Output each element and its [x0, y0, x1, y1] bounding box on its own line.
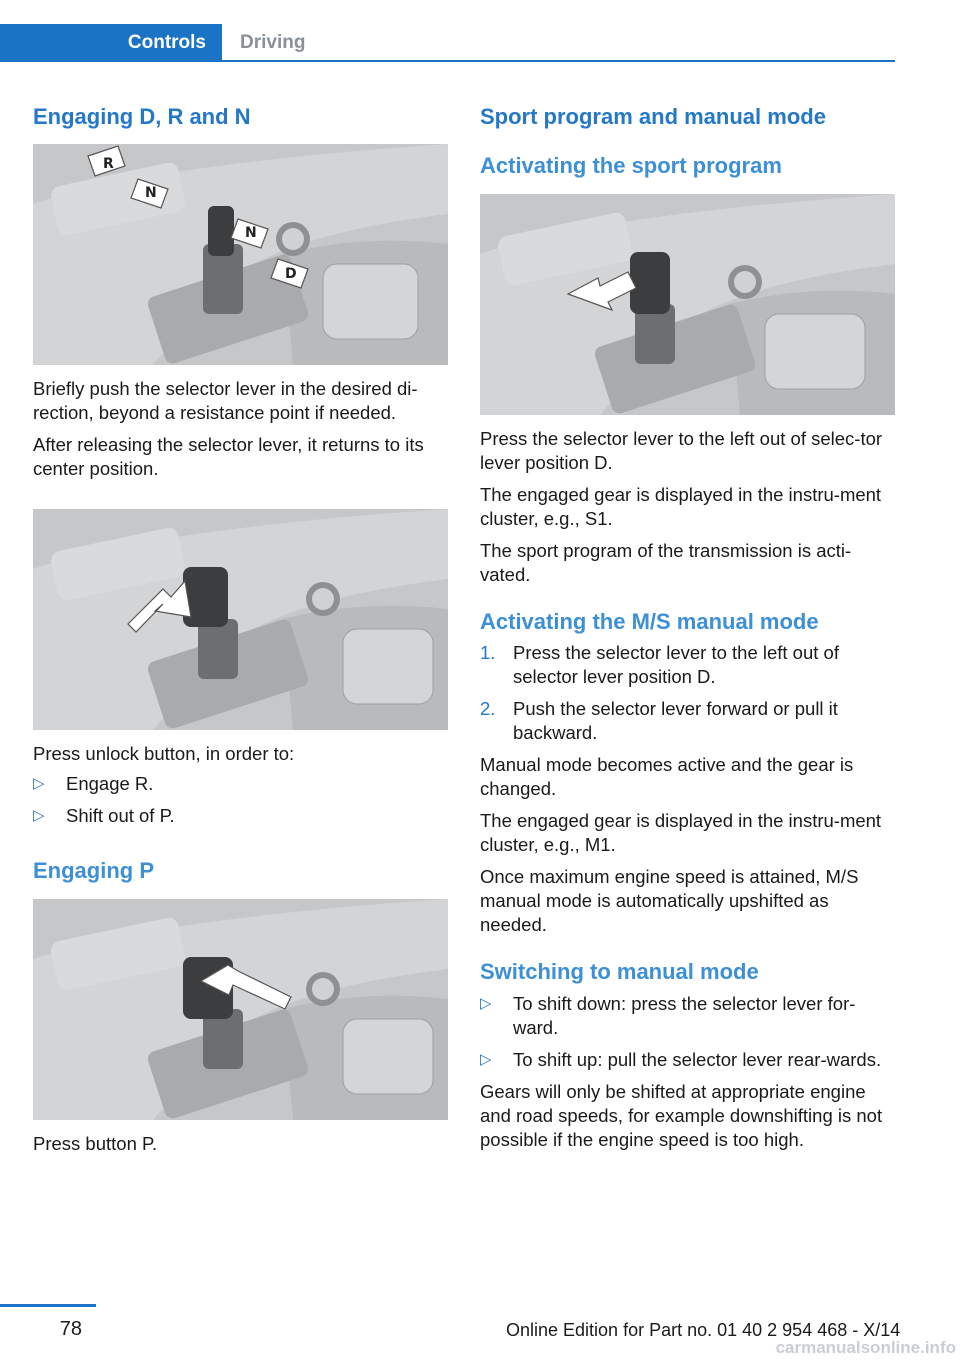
- console-illustration: [33, 509, 448, 730]
- list-item: 1. Press the selector lever to the left out of selector lever position D.: [480, 642, 839, 688]
- tab-driving[interactable]: Driving: [240, 32, 306, 53]
- para-max-engine-speed: Once maximum engine speed is attained, M/S manual mode is automatically upshifted as needed.: [480, 866, 859, 936]
- heading-engaging-d-r-n: Engaging D, R and N: [33, 104, 251, 129]
- para-sport-activated: The sport program of the transmission is acti-vated.: [480, 539, 852, 585]
- triangle-bullet-icon: ▷: [33, 807, 45, 825]
- step-number: 2.: [480, 698, 496, 720]
- list-item: ▷ Engage R.: [33, 773, 154, 795]
- gear-label-r: R: [103, 156, 114, 173]
- console-illustration: [33, 899, 448, 1120]
- figure-sport-program: [480, 194, 895, 415]
- watermark: carmanualsonline.info: [775, 1338, 956, 1357]
- ms-steps-list: [480, 641, 895, 745]
- console-illustration: [33, 144, 448, 365]
- triangle-bullet-icon: ▷: [480, 994, 492, 1012]
- right-column: [480, 100, 895, 1152]
- para-press-button-p: Press button P.: [33, 1132, 158, 1154]
- shift-list: [480, 992, 895, 1072]
- para-push-lever: Briefly push the selector lever in the desired di-rection, beyond a resistance point if needed.: [33, 378, 418, 424]
- para-gears-shifted: Gears will only be shifted at appropriate engine and road speeds, for example downshifting is not possible if the engine speed is too high.: [480, 1080, 883, 1150]
- para-press-unlock: Press unlock button, in order to:: [33, 743, 295, 765]
- header-rule: [222, 60, 895, 62]
- para-gear-s1: The engaged gear is displayed in the instru-ment cluster, e.g., S1.: [480, 483, 882, 529]
- gear-label-n2: N: [245, 225, 257, 242]
- footer-rule: [0, 1304, 96, 1307]
- para-gear-m1: The engaged gear is displayed in the instru-ment cluster, e.g., M1.: [480, 810, 882, 856]
- heading-activating-sport: Activating the sport program: [480, 153, 782, 179]
- tab-controls[interactable]: Controls: [0, 24, 222, 62]
- page-number: 78: [59, 1318, 82, 1340]
- triangle-bullet-icon: ▷: [480, 1050, 492, 1068]
- para-manual-active: Manual mode becomes active and the gear is changed.: [480, 754, 854, 800]
- heading-engaging-p: Engaging P: [33, 858, 154, 884]
- console-illustration: [480, 194, 895, 415]
- heading-sport-manual: Sport program and manual mode: [480, 104, 826, 129]
- footer-edition: Online Edition for Part no. 01 40 2 954 468 - X/14: [506, 1320, 901, 1340]
- figure-unlock-button: [33, 509, 448, 730]
- para-press-left: Press the selector lever to the left out of selec-tor lever position D.: [480, 427, 883, 473]
- figure-button-p: [33, 899, 448, 1120]
- heading-switching-manual: Switching to manual mode: [480, 959, 759, 985]
- left-column: [33, 100, 448, 1156]
- list-item: 2. Push the selector lever forward or pull it backward.: [480, 698, 838, 744]
- triangle-bullet-icon: ▷: [33, 775, 45, 793]
- step-number: 1.: [480, 642, 496, 664]
- list-item: ▷ To shift down: press the selector lever for-ward.: [480, 992, 856, 1038]
- heading-ms-manual: Activating the M/S manual mode: [480, 608, 819, 634]
- figure-engaging-drn: [33, 144, 448, 365]
- list-item: ▷ To shift up: pull the selector lever rear-wards.: [480, 1048, 882, 1070]
- gear-label-n1: N: [145, 185, 157, 202]
- header-tabs: [0, 24, 895, 62]
- para-lever-returns: After releasing the selector lever, it returns to its center position.: [33, 434, 424, 480]
- gear-label-d: D: [285, 266, 297, 283]
- unlock-list: [33, 772, 448, 828]
- list-item: ▷ Shift out of P.: [33, 805, 175, 827]
